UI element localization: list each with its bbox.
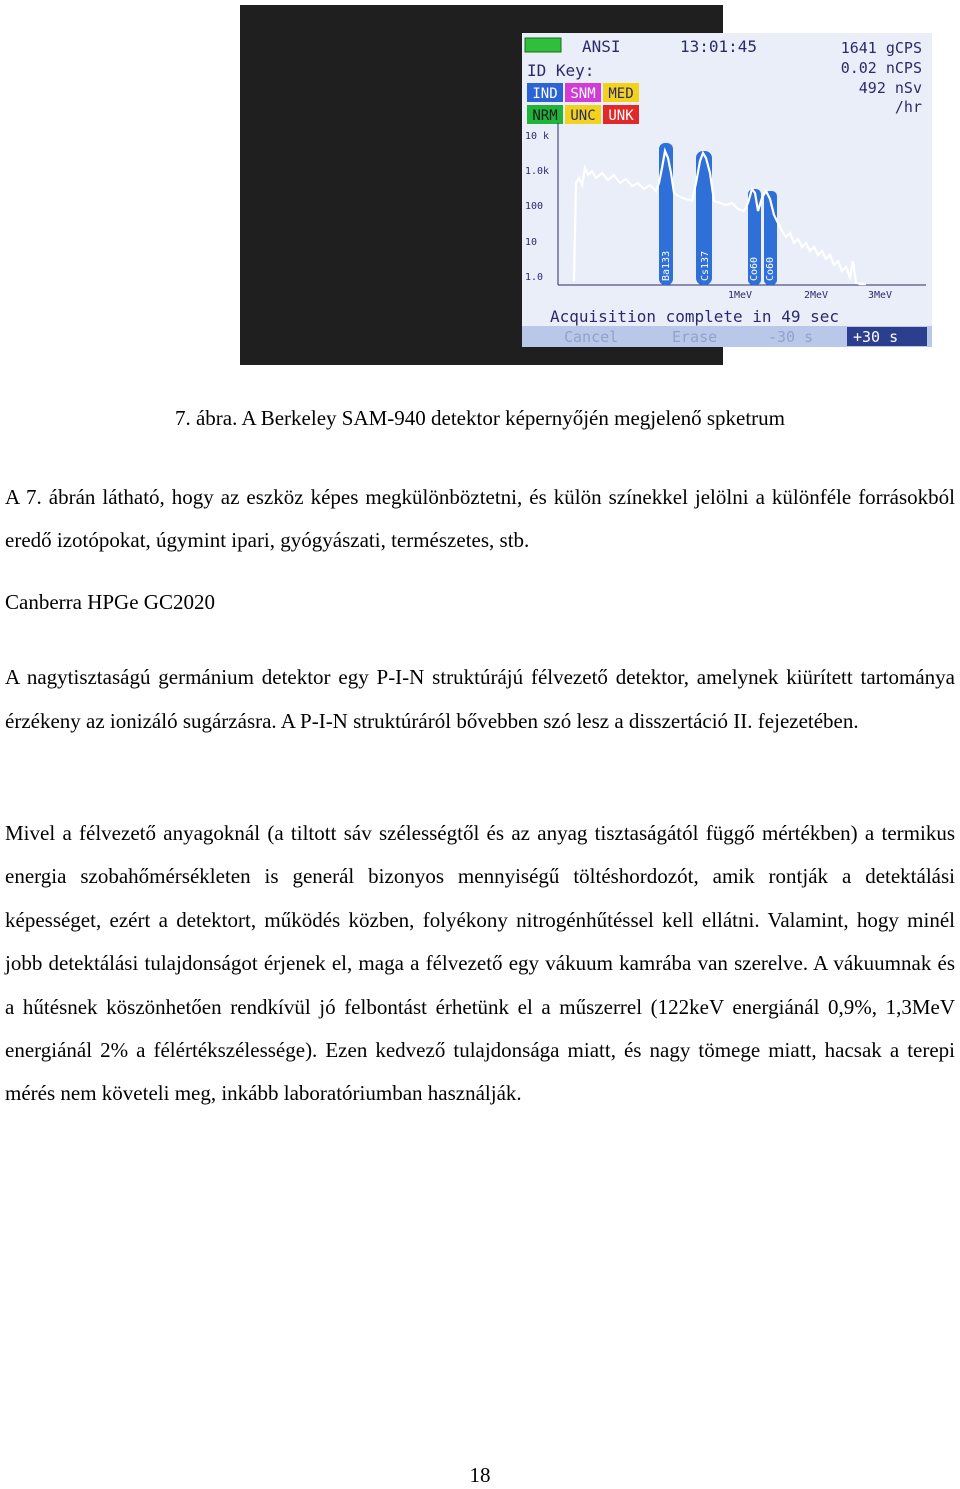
figure-caption: 7. ábra. A Berkeley SAM-940 detektor képernyőjén megjelenő spketrum	[174, 406, 785, 430]
id-key-label-nrm: NRM	[532, 108, 558, 124]
spectrum-display	[522, 33, 932, 347]
page-number: 18	[469, 1463, 491, 1487]
peak-label-co60: Co60	[749, 256, 760, 281]
clock-time: 13:01:45	[680, 37, 758, 56]
y-tick-label: 1.0	[525, 272, 544, 283]
id-key-title: ID Key:	[527, 61, 595, 80]
y-tick-label: 10 k	[525, 131, 550, 142]
readout-gcps: 1641 gCPS	[840, 39, 922, 57]
peak-label-ba133: Ba133	[661, 250, 672, 281]
id-key-label-unc: UNC	[570, 108, 596, 124]
readout-dose: 492 nSv	[858, 79, 922, 97]
id-key-label-snm: SNM	[570, 86, 596, 102]
battery-icon	[525, 38, 561, 52]
spectrum-photo	[240, 5, 922, 365]
x-tick-label: 1MeV	[727, 290, 753, 301]
section-heading: Canberra HPGe GC2020	[5, 590, 215, 614]
id-key-label-ind: IND	[532, 86, 558, 102]
plus-30s-button[interactable]: +30 s	[853, 328, 899, 346]
readout-ncps: 0.02 nCPS	[840, 59, 922, 77]
id-key-label-med: MED	[608, 86, 634, 102]
paragraph: Mivel a félvezető anyagoknál (a tiltott sáv szélességtől és az anyag tisztaságától függő mértékben) a termikus energia szobahőmérsékleten is generál bizonyos mennyiségű töltéshordozót, amik rontják a detektálási képességet, ezért a detektort, működés közben, folyékony nitrogénhűtéssel kell ellátni. Valamint, hogy minél jobb detektálási tulajdonságot érjenek el, maga a félvezető egy vákuum kamrába van szerelve. A vákuumnak és a hűtésnek köszönhetően rendkívül jó felbontást érhetünk el a műszerrel (122keV energiánál 0,9%, 1,3MeV energiánál 2% a félértékszélessége). Ezen kedvező tulajdonsága miatt, és nagy tömege miatt, hacsak a terepi mérés nem követeli meg, inkább laboratóriumban használják.	[5, 821, 955, 1106]
paragraph: A nagytisztaságú germánium detektor egy P-I-N struktúrájú félvezető detektor, amelynek kiürített tartománya érzékeny az ionizáló sugárzásra. A P-I-N struktúráról bővebben szó lesz a disszertáció II. fejezetében.	[5, 665, 955, 733]
peak-label-cs137: Cs137	[700, 250, 711, 281]
y-tick-label: 10	[525, 237, 538, 248]
erase-button[interactable]: Erase	[672, 328, 718, 346]
x-tick-label: 2MeV	[803, 290, 829, 301]
x-tick-label: 3MeV	[867, 290, 893, 301]
standard-label: ANSI	[582, 37, 621, 56]
minus-30s-button[interactable]: -30 s	[768, 328, 814, 346]
acquisition-status: Acquisition complete in 49 sec	[550, 307, 839, 326]
y-tick-label: 100	[525, 201, 544, 212]
detector-screen	[522, 33, 932, 347]
paragraph: A 7. ábrán látható, hogy az eszköz képes megkülönböztetni, és külön színekkel jelölni a különféle forrásokból eredő izotópokat, úgymint ipari, gyógyászati, természetes, stb.	[5, 485, 955, 552]
id-key-label-unk: UNK	[608, 108, 634, 124]
peak-label-co60: Co60	[765, 256, 776, 281]
cancel-button[interactable]: Cancel	[564, 328, 619, 346]
y-tick-label: 1.0k	[525, 166, 550, 177]
id-key-legend	[527, 83, 639, 124]
readout-unit: /hr	[894, 98, 922, 116]
